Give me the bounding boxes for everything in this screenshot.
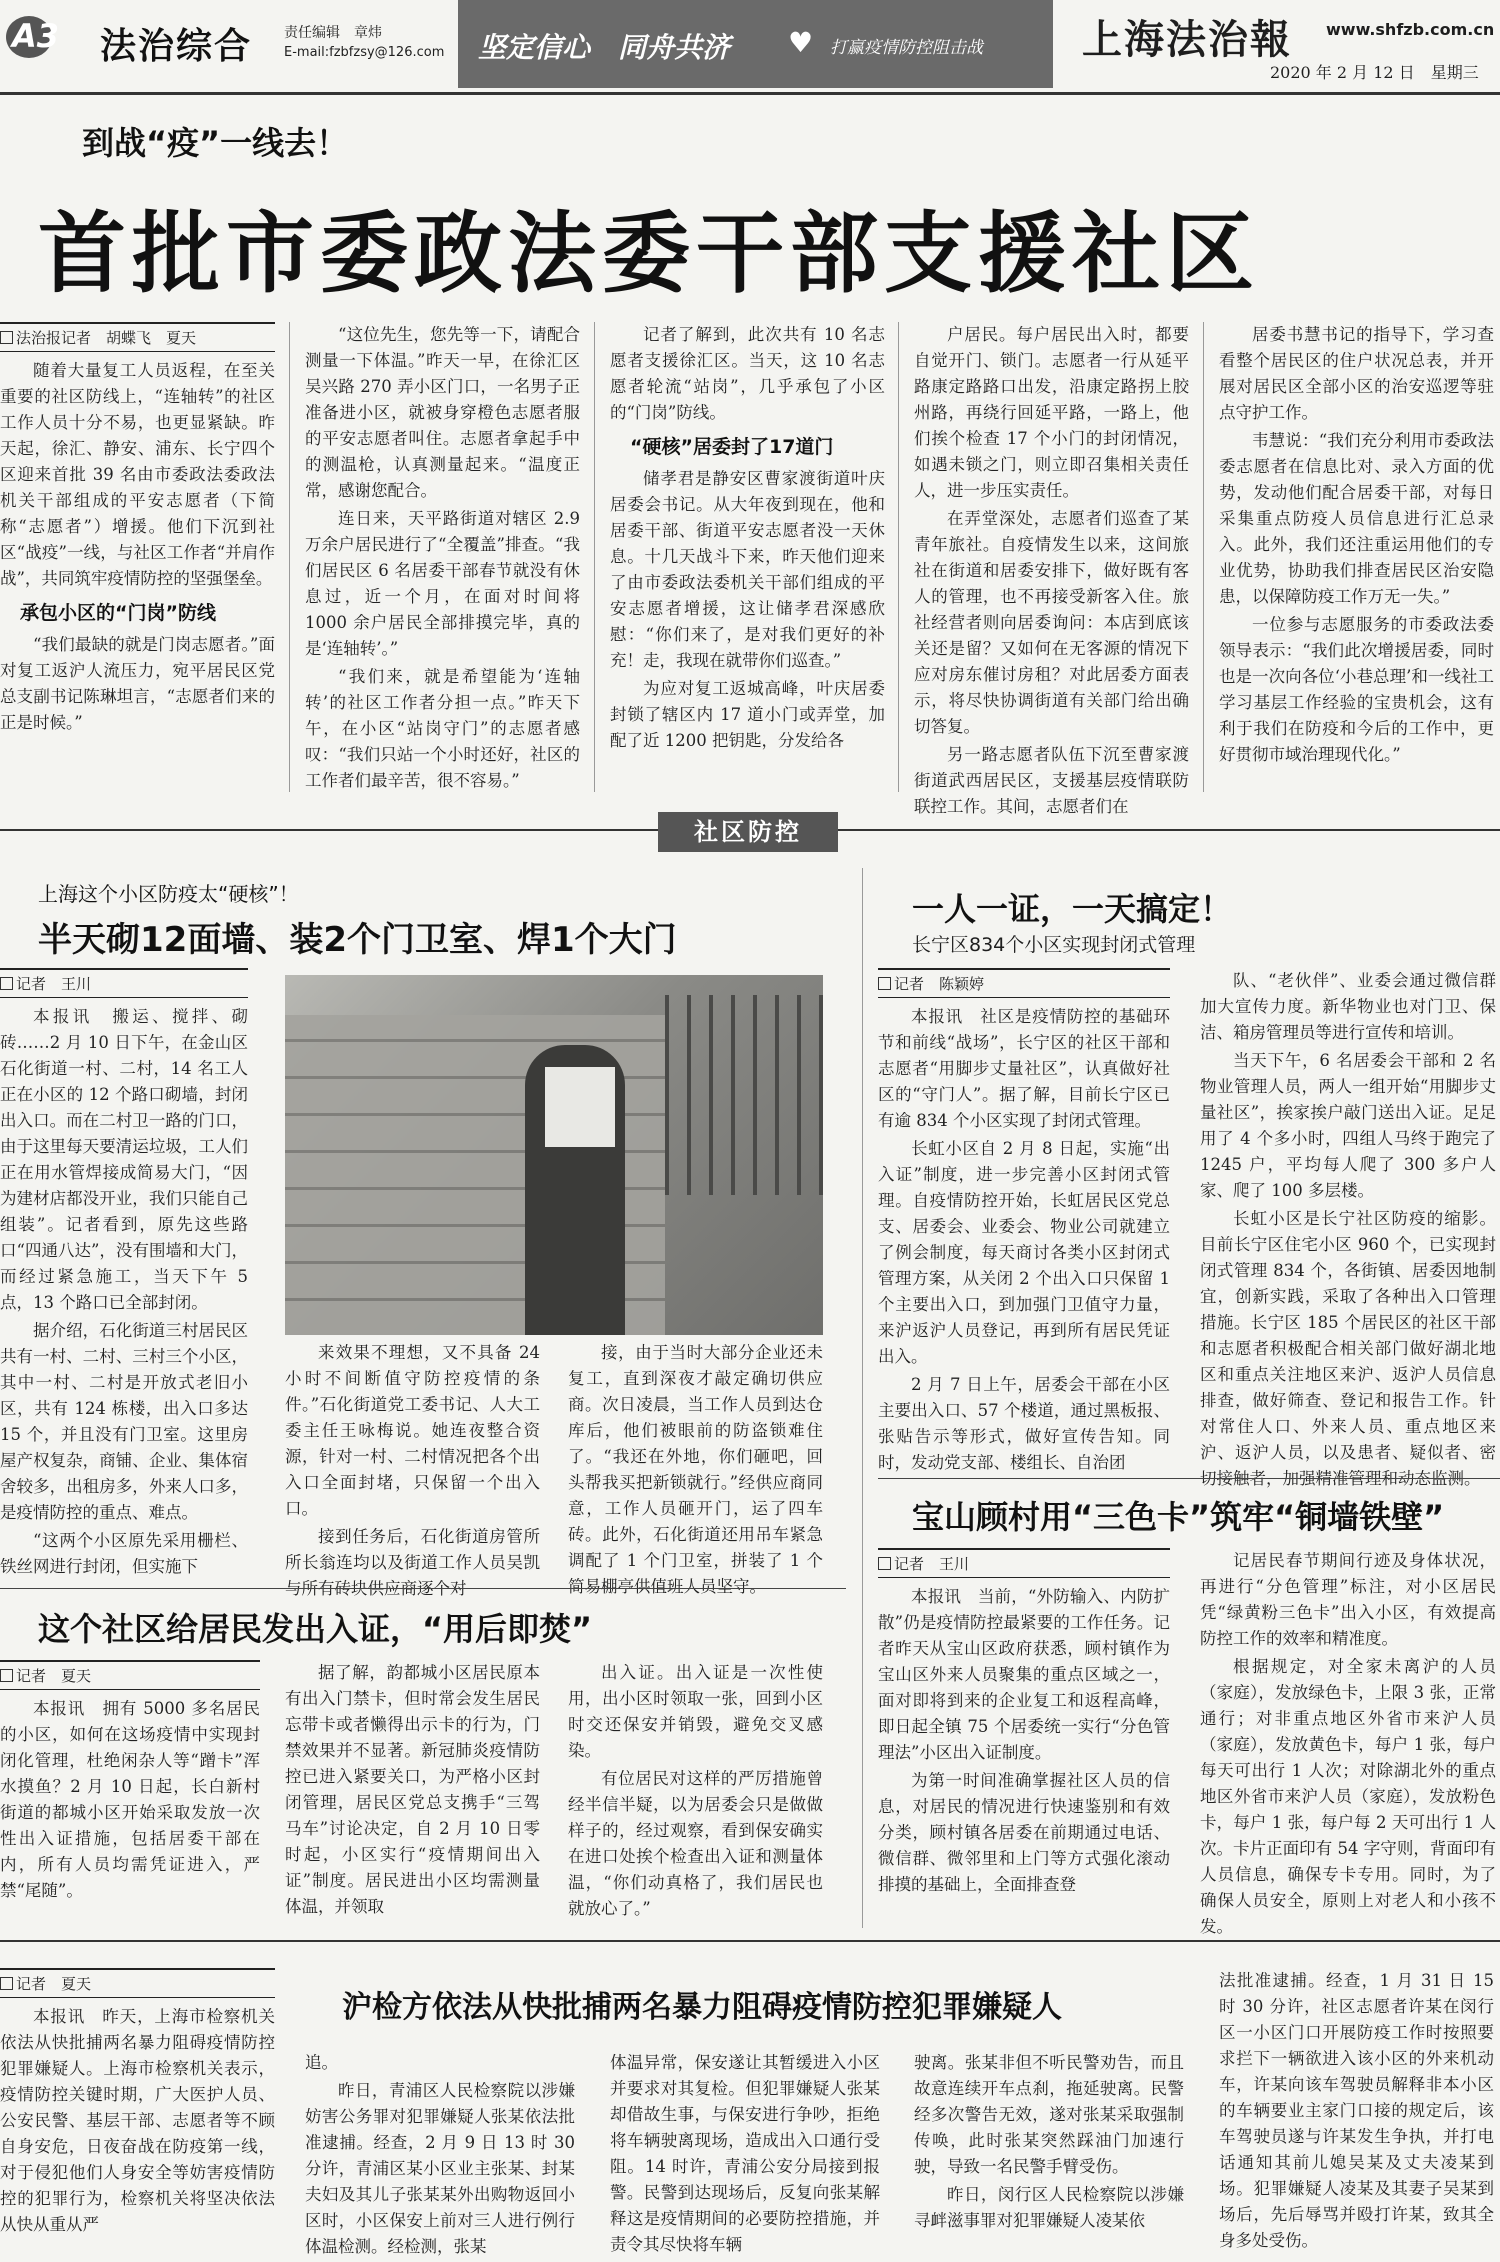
notice-paper-image [545, 1067, 615, 1147]
paper-logo: 上海法治報 [1082, 16, 1292, 63]
lead-headline: 首批市委政法委干部支援社区 [38, 202, 1261, 305]
paragraph: 本报讯 当前，“外防输入、内防扩散”仍是疫情防控最紧要的工作任务。记者昨天从宝山区政府获悉，顾村镇作为宝山区外来人员聚集的重点区域之一，面对即将到来的企业复工和返程高峰，即日起全镇 75 个居委统一实行“分色管理法”小区出入证制度。 [878, 1587, 1170, 1762]
paragraph: “我们最缺的就是门岗志愿者。”面对复工返沪人流压力，宛平居民区党总支副书记陈琳坦言，“志愿者们来的正是时候。” [0, 635, 275, 732]
editor-email: E-mail:fzbfzsy@126.com [284, 45, 445, 60]
story6-headline: 沪检方依法从快批捕两名暴力阻碍疫情防控犯罪嫌疑人 [342, 1990, 1062, 2025]
story-rule [878, 1478, 1500, 1479]
story2-headline: 半天砌12面墙、装2个门卫室、焊1个大门 [38, 920, 677, 960]
paragraph: 据了解，韵都城小区居民原本有出入门禁卡，但时常会发生居民忘带卡或者懒得出示卡的行为，门禁效果并不显著。新冠肺炎疫情防控已进入紧要关口，为严格小区封闭管理，居民区党总支携手“三驾马车”讨论决定，自 2 月 10 日零时起，小区实行“疫情期间出入证”制度。居民进出小区均需测量体温，并领取 [285, 1663, 540, 1916]
paragraph: 为应对复工返城高峰，叶庆居委封锁了辖区内 17 道小门或弄堂，加配了近 1200 把钥匙，分发给各 [610, 679, 885, 750]
paragraph: 队、“老伙伴”、业委会通过微信群加大宣传力度。新华物业也对门卫、保洁、箱房管理员等进行宣传和培训。 [1200, 971, 1496, 1042]
story5-col-2 [1200, 1548, 1496, 1942]
lead-col-5 [1219, 322, 1494, 770]
column-rule [898, 322, 899, 792]
story6-col-4 [914, 2050, 1184, 2236]
paragraph: 昨日，青浦区人民检察院以涉嫌妨害公务罪对犯罪嫌疑人张某依法批准逮捕。经查，2 月 9 日 13 时 30 分许，青浦区某小区业主张某、封某夫妇及其儿子张某某外出购物返回小区时，小区保安上前对三人进行例行体温检测。经检测，张某 [305, 2081, 575, 2256]
paragraph: 记居民春节期间行迹及身体状况，再进行“分色管理”标注，对小区居民凭“绿黄粉三色卡”出入小区，有效提高防控工作的效率和精准度。 [1200, 1551, 1496, 1648]
lead-col-1 [0, 322, 275, 738]
paragraph: 户居民。每户居民出入时，都要自觉开门、锁门。志愿者一行从延平路康定路路口出发，沿康定路拐上胶州路，再绕行回延平路，一路上，他们挨个检查 17 个小门的封闭情况，如遇未锁之门，则立即召集相关责任人，进一步压实责任。 [914, 325, 1189, 500]
paragraph: 居委书慧书记的指导下，学习查看整个居民区的住户状况总表，并开展对居民区全部小区的治安巡逻等驻点守护工作。 [1219, 325, 1494, 422]
section-band-label: 社区防控 [694, 818, 802, 846]
paragraph: 追。 [305, 2053, 338, 2072]
story2-col-3 [568, 1340, 823, 1602]
masthead [0, 0, 1500, 90]
paragraph: 本报讯 拥有 5000 多名居民的小区，如何在这场疫情中实现封闭化管理，杜绝闲杂人等“蹭卡”浑水摸鱼？2 月 10 日起，长白新村街道的都城小区开始采取发放一次性出入证措施，包括居委干部在内，所有人员均需凭证进入，严禁“尾随”。 [0, 1699, 260, 1900]
paragraph: 据介绍，石化街道三村居民区共有一村、二村、三村三个小区，其中一村、二村是开放式老旧小区，共有 124 栋楼，出入口多达 15 个，并且没有门卫室。这里房屋产权复杂，商铺、企业、集体宿舍较多，出租房多，外来人口多，是疫情防控的重点、难点。 [0, 1321, 248, 1522]
story2-col-2 [285, 1340, 540, 1604]
paragraph: 法批准逮捕。经查，1 月 31 日 15 时 30 分许，社区志愿者许某在闵行区一小区门口开展防疫工作时按照要求拦下一辆欲进入该小区的外来机动车，许某向该车驾驶员解释非本小区的车辆要业主家门口接的规定后，该车驾驶员遂与许某发生争执，并打电话通知其前儿媳吴某及丈夫凌某到场。犯罪嫌疑人凌某及其妻子吴某到场后，先后辱骂并殴打许某，致其全身多处受伤。 [1219, 1971, 1494, 2250]
column-rule [1203, 322, 1204, 792]
paragraph: 来效果不理想，又不具备 24 小时不间断值守防控疫情的条件。”石化街道党工委书记、人大工委主任王咏梅说。她连夜整合资源，针对一村、二村情况把各个出入口全面封堵，只保留一个出入口。 [285, 1343, 540, 1518]
story6-col-5 [1219, 1968, 1494, 2256]
story-rule [0, 1940, 1500, 1942]
story2-photo [285, 975, 823, 1335]
paragraph: 韦慧说：“我们充分利用市委政法委志愿者在信息比对、录入方面的优势，发动他们配合居委干部，对每日采集重点防疫人员信息进行汇总录入。此外，我们还注重运用他们的专业优势，协助我们排查居民区治安隐患，以保障防疫工作万无一失。” [1219, 431, 1494, 606]
paragraph: 接到任务后，石化街道房管所所长翁连均以及街道工作人员吴凯与所有砖块供应商逐个对 [285, 1527, 540, 1598]
lead-kicker: 到战“疫”一线去！ [82, 124, 349, 162]
paragraph: 长虹小区是长宁社区防疫的缩影。目前长宁区住宅小区 960 个，已实现封闭式管理 834 个，各街镇、居委因地制宜，创新实践，采取了各种出入口管理措施。长宁区 185 个居民区的社区干部和志愿者积极配合相关部门做好湖北地区和重点关注地区来沪、返沪人员信息排查，做好筛查、登记和报告工作。针对常住人口、外来人员、重点地区来沪、返沪人员，以及患者、疑似者、密切接触者，加强精准管理和动态监测。 [1200, 1209, 1496, 1488]
website: www.shfzb.com.cn [1326, 20, 1495, 39]
paragraph: 当天下午，6 名居委会干部和 2 名物业管理人员，两人一组开始“用脚步丈量社区”，挨家挨户敲门送出入证。足足用了 4 个多小时，四组人马终于跑完了 1245 户，平均每人爬了 300 多户人家、爬了 100 多层楼。 [1200, 1051, 1496, 1200]
subhead: “硬核”居委封了17道门 [630, 436, 834, 458]
paragraph: 接，由于当时大部分企业还未复工，直到深夜才敲定确切供应商。次日凌晨，当工作人员到达仓库后，他们被眼前的防盗锁难住了。“我还在外地，你们砸吧，回头帮我买把新锁就行。”经供应商同意，工作人员砸开门，运了四车砖。此外，石化街道还用吊车紧急调配了 1 个门卫室，拼装了 1 个简易棚亭供值班人员坚守。 [568, 1343, 823, 1596]
paragraph: 出入证。出入证是一次性使用，出小区时领取一张，回到小区时交还保安并销毁，避免交叉感染。 [568, 1663, 823, 1760]
paragraph: 长虹小区自 2 月 8 日起，实施“出入证”制度，进一步完善小区封闭式管理。自疫情防控开始，长虹居民区党总支、居委会、业委会、物业公司就建立了例会制度，每天商讨各类小区封闭式管理方案，从关闭 2 个出入口只保留 1 个主要出入口，到加强门卫值守力量，来沪返沪人员登记，再到所有居民凭证出入。 [878, 1139, 1170, 1366]
story6-col-1 [0, 1968, 275, 2240]
story3-headline: 一人一证，一天搞定！ [912, 890, 1233, 928]
story6-col-2 [305, 2050, 575, 2262]
slogan-text: 坚定信心 同舟共济 [478, 31, 731, 64]
paragraph: 体温异常，保安遂让其暂缓进入小区并要求对其复检。但犯罪嫌疑人张某却借故生事，与保安进行争吵，拒绝将车辆驶离现场，造成出入口通行受阻。14 时许，青浦公安分局接到报警。民警到达现场后，反复向张某解释这是疫情期间的必要防控措施，并责令其尽快将车辆 [610, 2053, 880, 2254]
paragraph: 本报讯 搬运、搅拌、砌砖……2 月 10 日下午，在金山区石化街道一村、二村，14 名工人正在小区的 12 个路口砌墙，封闭出入口。而在二村卫一路的门口，由于这里每天要清运垃圾，工人们正在用水管焊接成简易大门，“因为建材店都没开业，我们只能自己组装”。记者看到，原先这些路口“四通八达”，没有围墙和大门，而经过紧急施工，当天下午 5 点，13 个路口已全部封闭。 [0, 1007, 248, 1312]
paragraph: 为第一时间准确掌握社区人员的信息，对居民的情况进行快速鉴别和有效分类，顾村镇各居委在前期通过电话、微信群、微邻里和上门等方式强化滚动排摸的基础上，全面排查登 [878, 1771, 1170, 1894]
section-band [658, 812, 838, 852]
paragraph: “这位先生，您先等一下，请配合测量一下体温。”昨天一早，在徐汇区吴兴路 270 弄小区门口，一名男子正准备进小区，就被身穿橙色志愿者服的平安志愿者叫住。志愿者拿起手中的测温枪，认真测量起来。“温度正常，感谢您配合。 [305, 325, 580, 500]
story5-col-1 [878, 1548, 1170, 1900]
column-rule [289, 322, 290, 792]
story4-col-2 [285, 1660, 540, 1922]
subhead: 承包小区的“门岗”防线 [20, 602, 216, 624]
masthead-rule [0, 92, 1500, 95]
column-rule [594, 322, 595, 792]
section-title: 法治综合 [100, 26, 253, 67]
story2-col-1 [0, 968, 248, 1582]
paragraph: 本报讯 昨天，上海市检察机关依法从快批捕两名暴力阻碍疫情防控犯罪嫌疑人。上海市检察机关表示，疫情防控关键时期，广大医护人员、公安民警、基层干部、志愿者等不顾自身安危，日夜奋战在防疫第一线，对于侵犯他们人身安全等妨害疫情防控的犯罪行为，检察机关将坚决依法从快从重从严 [0, 2007, 275, 2234]
paragraph: 根据规定，对全家未离沪的人员（家庭），发放绿色卡，上限 3 张，正常通行；对非重点地区外省市来沪人员（家庭），发放黄色卡，每户 1 张，每户每天可出行 1 人次；对除湖北外的重点地区外省市来沪人员（家庭），发放粉色卡，每户 1 张，每户每 2 天可出行 1 人次。卡片正面印有 54 字守则，背面印有人员信息，确保专卡专用。同时，为了确保人员安全，原则上对老人和小孩不发。 [1200, 1657, 1496, 1936]
story3-col-1 [878, 968, 1170, 1478]
lead-col-2 [305, 322, 580, 796]
paragraph: 昨日，闵行区人民检察院以涉嫌寻衅滋事罪对犯罪嫌疑人凌某依 [914, 2185, 1184, 2230]
paragraph: 一位参与志愿服务的市委政法委领导表示：“我们此次增援居委，同时也是一次向各位‘小巷总理’和一线社工学习基层工作经验的宝贵机会，这有利于我们在防疫和今后的工作中，更好贯彻市域治理现代化。” [1219, 615, 1494, 764]
story4-col-1 [0, 1660, 260, 1906]
slogan-banner [458, 0, 1053, 88]
story4-col-3 [568, 1660, 823, 1924]
story2-kicker: 上海这个小区防疫太“硬核”！ [38, 882, 299, 906]
paragraph: 另一路志愿者队伍下沉至曹家渡街道武西居民区，支援基层疫情联防联控工作。其间，志愿者们在 [914, 745, 1189, 816]
byline: 法治报记者 胡蝶飞 夏天 [0, 322, 275, 352]
page-label: A3 [12, 17, 60, 55]
lead-col-3 [610, 322, 885, 756]
lead-col-4 [914, 322, 1189, 822]
slogan-sub: 打赢疫情防控阻击战 [830, 38, 983, 58]
gate-image [665, 995, 823, 1195]
paragraph: 在弄堂深处，志愿者们巡查了某青年旅社。自疫情发生以来，这间旅社在街道和居委安排下，做好既有客人的管理，也不再接受新客入住。旅社经营者则向居委询问：本店到底该关还是留？又如何在无客源的情况下应对房东催讨房租？对此居委方面表示，将尽快协调街道有关部门给出确切答复。 [914, 509, 1189, 736]
paragraph: “我们来，就是希望能为‘连轴转’的社区工作者分担一点。”昨天下午，在小区“站岗守门”的志愿者感叹：“我们只站一个小时还好，社区的工作者们最辛苦，很不容易。” [305, 667, 580, 790]
byline: 记者 夏天 [0, 1660, 260, 1690]
byline: 记者 王川 [0, 968, 248, 998]
story4-headline: 这个社区给居民发出入证，“用后即焚” [38, 1610, 593, 1648]
heart-hands-icon: ♥ [788, 26, 814, 59]
paragraph: 2 月 7 日上午，居委会干部在小区主要出入口、57 个楼道，通过黑板报、张贴告示等形式，做好宣传告知。同时，发动党支部、楼组长、自治团 [878, 1375, 1170, 1472]
paragraph: 连日来，天平路街道对辖区 2.9 万余户居民进行了“全覆盖”排查。“我们居民区 6 名居委干部春节就没有休息过，近一个月，在面对时间将 1000 余户居民全部排摸完毕，真的是‘连轴转’。” [305, 509, 580, 658]
byline: 记者 王川 [878, 1548, 1170, 1578]
story5-headline: 宝山顾村用“三色卡”筑牢“铜墙铁壁” [912, 1498, 1445, 1536]
paragraph: 储孝君是静安区曹家渡街道叶庆居委会书记。从大年夜到现在，他和居委干部、街道平安志愿者没一天休息。十几天战斗下来，昨天他们迎来了由市委政法委机关干部们组成的平安志愿者增援，这让储孝君深感欣慰：“你们来了，是对我们更好的补充！走，我现在就带你们巡查。” [610, 469, 885, 670]
paragraph: 随着大量复工人员返程，在至关重要的社区防线上，“连轴转”的社区工作人员十分不易，也更显紧缺。昨天起，徐汇、静安、浦东、长宁四个区迎来首批 39 名由市委政法委政法机关干部组成的平安志愿者（下简称“志愿者”）增援。他们下沉到社区“战疫”一线，与社区工作者“并肩作战”，共同筑牢疫情防控的坚强堡垒。 [0, 361, 275, 588]
issue-date: 2020 年 2 月 12 日 星期三 [1270, 63, 1479, 82]
editor-line: 责任编辑 章炜 [284, 25, 382, 41]
byline: 记者 夏天 [0, 1968, 275, 1998]
story6-col-3 [610, 2050, 880, 2260]
byline: 记者 陈颖婷 [878, 968, 1170, 998]
paragraph: 有位居民对这样的严厉措施曾经半信半疑，以为居委会只是做做样子的，经过观察，看到保安确实在进口处挨个检查出入证和测量体温，“你们动真格了，我们居民也就放心了。” [568, 1769, 823, 1918]
story3-col-2 [1200, 968, 1496, 1494]
story3-subtitle: 长宁区834个小区实现封闭式管理 [912, 934, 1196, 956]
story-rule [0, 1588, 846, 1589]
paragraph: 本报讯 社区是疫情防控的基础环节和前线“战场”，长宁区的社区干部和志愿者“用脚步丈量社区”，认真做好社区的“守门人”。据了解，目前长宁区已有逾 834 个小区实现了封闭式管理。 [878, 1007, 1170, 1130]
paragraph: “这两个小区原先采用栅栏、铁丝网进行封闭，但实施下 [0, 1531, 248, 1576]
column-rule [862, 868, 863, 1928]
paragraph: 驶离。张某非但不听民警劝告，而且故意连续开车点刹，拖延驶离。民警经多次警告无效，遂对张某采取强制传唤，此时张某突然踩油门加速行驶，导致一名民警手臂受伤。 [914, 2053, 1184, 2176]
paragraph: 记者了解到，此次共有 10 名志愿者支援徐汇区。当天，这 10 名志愿者轮流“站岗”，几乎承包了小区的“门岗”防线。 [610, 325, 885, 422]
page-label-badge [6, 14, 66, 60]
